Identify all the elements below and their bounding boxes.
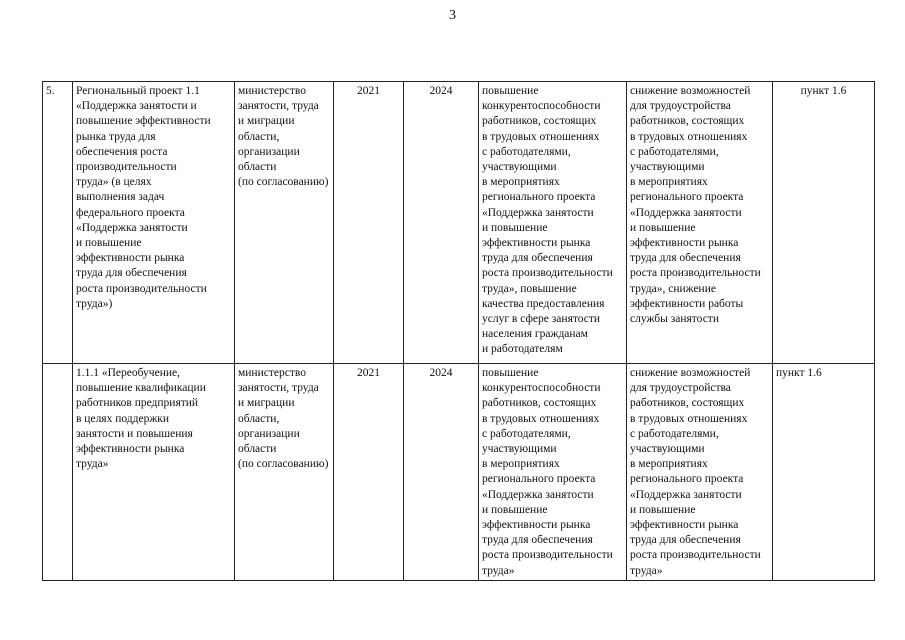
executor: министерство занятости, труда и миграции области, организации области (по согласованию)	[235, 364, 334, 581]
measures-table	[42, 81, 875, 581]
indicator-reference: пункт 1.6	[773, 82, 875, 364]
non-implementation-consequence: снижение возможностей для трудоустройства работников, состоящих в трудовых отношениях с работодателями, участвующими в мероприятиях регионального проекта «Поддержка занятости и повышение эффективности рынка труда для обеспечения роста производительности труда», снижение эффективности работы службы занятости	[627, 82, 773, 364]
event-name: Региональный проект 1.1 «Поддержка занятости и повышение эффективности рынка труда для обеспечения роста производительности труда» (в целях выполнения задач федерального проекта «Поддержка занятости и повышение эффективности рынка труда для обеспечения роста производительности труда»)	[73, 82, 235, 364]
expected-result: повышение конкурентоспособности работников, состоящих в трудовых отношениях с работодателями, участвующими в мероприятиях регионального проекта «Поддержка занятости и повышение эффективности рынка труда для обеспечения роста производительности труда», повышение качества предоставления услуг в сфере занятости населения гражданам и работодателям	[479, 82, 627, 364]
page-number: 3	[449, 8, 456, 23]
table-row	[43, 364, 875, 581]
start-year: 2021	[334, 82, 404, 364]
non-implementation-consequence: снижение возможностей для трудоустройства работников, состоящих в трудовых отношениях с работодателями, участвующими в мероприятиях регионального проекта «Поддержка занятости и повышение эффективности рынка труда для обеспечения роста производительности труда»	[627, 364, 773, 581]
indicator-reference: пункт 1.6	[773, 364, 875, 581]
end-year: 2024	[404, 82, 479, 364]
start-year: 2021	[334, 364, 404, 581]
table-row	[43, 82, 875, 364]
row-number	[43, 364, 73, 581]
row-number: 5.	[43, 82, 73, 364]
expected-result: повышение конкурентоспособности работников, состоящих в трудовых отношениях с работодателями, участвующими в мероприятиях регионального проекта «Поддержка занятости и повышение эффективности рынка труда для обеспечения роста производительности труда»	[479, 364, 627, 581]
end-year: 2024	[404, 364, 479, 581]
event-name: 1.1.1 «Переобучение, повышение квалификации работников предприятий в целях поддержки занятости и повышения эффективности рынка труда»	[73, 364, 235, 581]
executor: министерство занятости, труда и миграции области, организации области (по согласованию)	[235, 82, 334, 364]
